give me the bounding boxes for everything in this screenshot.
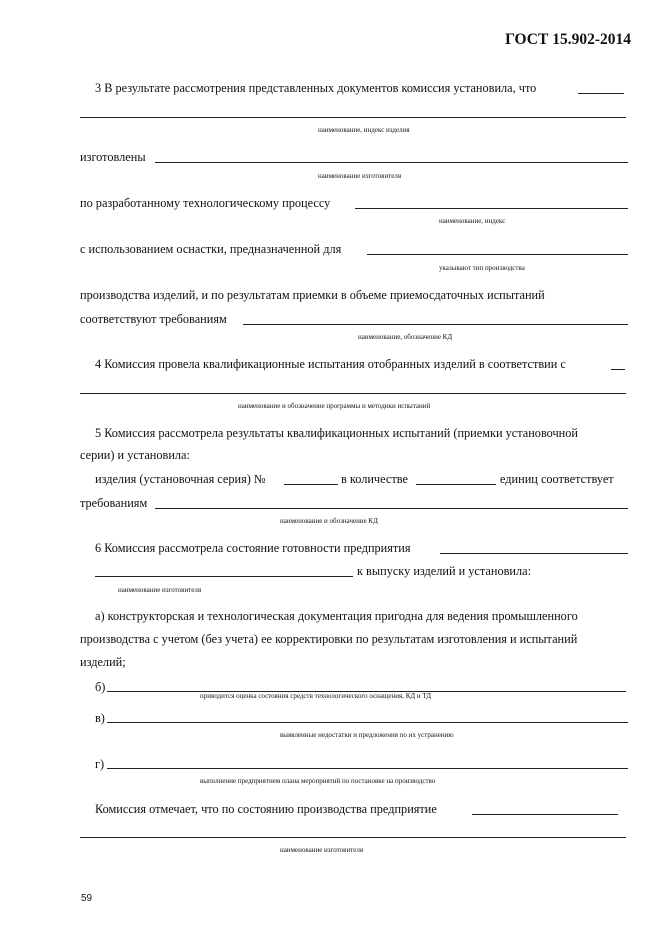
fill-line[interactable] xyxy=(416,484,496,485)
label-kolichestvo: в количестве xyxy=(341,472,408,486)
caption: выявленные недостатки и предложения по их устранению xyxy=(280,731,454,739)
item-3-intro: 3 В результате рассмотрения представленных документов комиссия установила, что xyxy=(95,81,537,95)
fill-line[interactable] xyxy=(472,814,618,815)
text-line: производства изделий, и по результатам приемки в объеме приемосдаточных испытаний xyxy=(80,288,545,302)
label-tech-process: по разработанному технологическому процессу xyxy=(80,196,331,210)
fill-line[interactable] xyxy=(107,768,628,769)
fill-line[interactable] xyxy=(80,837,626,838)
label-edinic: единиц соответствует xyxy=(500,472,614,486)
caption: наименование, индекс xyxy=(439,217,506,225)
item-6: 6 Комиссия рассмотрела состояние готовности предприятия xyxy=(95,541,411,555)
fill-line[interactable] xyxy=(80,393,626,394)
fill-line[interactable] xyxy=(155,162,628,163)
fill-line[interactable] xyxy=(367,254,628,255)
fill-line[interactable] xyxy=(284,484,338,485)
caption: наименование и обозначение КД xyxy=(280,517,378,525)
label-trebovaniyam: соответствуют требованиям xyxy=(80,312,227,326)
item-v-label: в) xyxy=(95,711,105,725)
fill-line[interactable] xyxy=(80,117,626,118)
label-izgotovleny: изготовлены xyxy=(80,150,146,164)
label-trebovaniyam: требованиям xyxy=(80,496,148,510)
caption: указывают тип производства xyxy=(439,264,525,272)
item-a-line3: изделий; xyxy=(80,655,126,669)
page-number: 59 xyxy=(81,893,93,904)
fill-line[interactable] xyxy=(355,208,628,209)
item-otmechaet: Комиссия отмечает, что по состоянию производства предприятие xyxy=(95,802,437,816)
caption: выполнение предприятием плана мероприятий по постановке на производство xyxy=(200,777,436,785)
fill-line[interactable] xyxy=(95,576,353,577)
label-izdeliya: изделия (установочная серия) № xyxy=(95,472,266,486)
caption: наименование изготовителя xyxy=(280,846,364,854)
caption: приводится оценка состояния средств технологического оснащения, КД и ТД xyxy=(200,692,432,700)
caption: наименование и обозначение программы и методики испытаний xyxy=(238,402,431,410)
fill-line[interactable] xyxy=(611,369,625,370)
fill-line[interactable] xyxy=(578,93,624,94)
fill-line[interactable] xyxy=(440,553,628,554)
fill-line[interactable] xyxy=(243,324,628,325)
fill-line[interactable] xyxy=(155,508,628,509)
label-osnastka: с использованием оснастки, предназначенной для xyxy=(80,242,342,256)
item-a-line1: а) конструкторская и технологическая документация пригодна для ведения промышленного xyxy=(95,609,578,623)
item-a-line2: производства с учетом (без учета) ее корректировки по результатам изготовления и испытаний xyxy=(80,632,578,646)
caption: наименование, обозначение КД xyxy=(358,333,453,341)
document-header: ГОСТ 15.902-2014 xyxy=(505,31,631,48)
label-k-vypusku: к выпуску изделий и установила: xyxy=(357,564,531,578)
caption: наименование, индекс изделия xyxy=(318,126,410,134)
item-g-label: г) xyxy=(95,757,105,771)
item-5-line1: 5 Комиссия рассмотрела результаты квалификационных испытаний (приемки установочной xyxy=(95,426,578,440)
item-5-line2: серии) и установила: xyxy=(80,448,190,462)
item-b-label: б) xyxy=(95,680,106,694)
item-4: 4 Комиссия провела квалификационные испытания отобранных изделий в соответствии с xyxy=(95,357,566,371)
caption: наименование изготовителя xyxy=(318,172,402,180)
caption: наименование изготовителя xyxy=(118,586,202,594)
fill-line[interactable] xyxy=(107,722,628,723)
